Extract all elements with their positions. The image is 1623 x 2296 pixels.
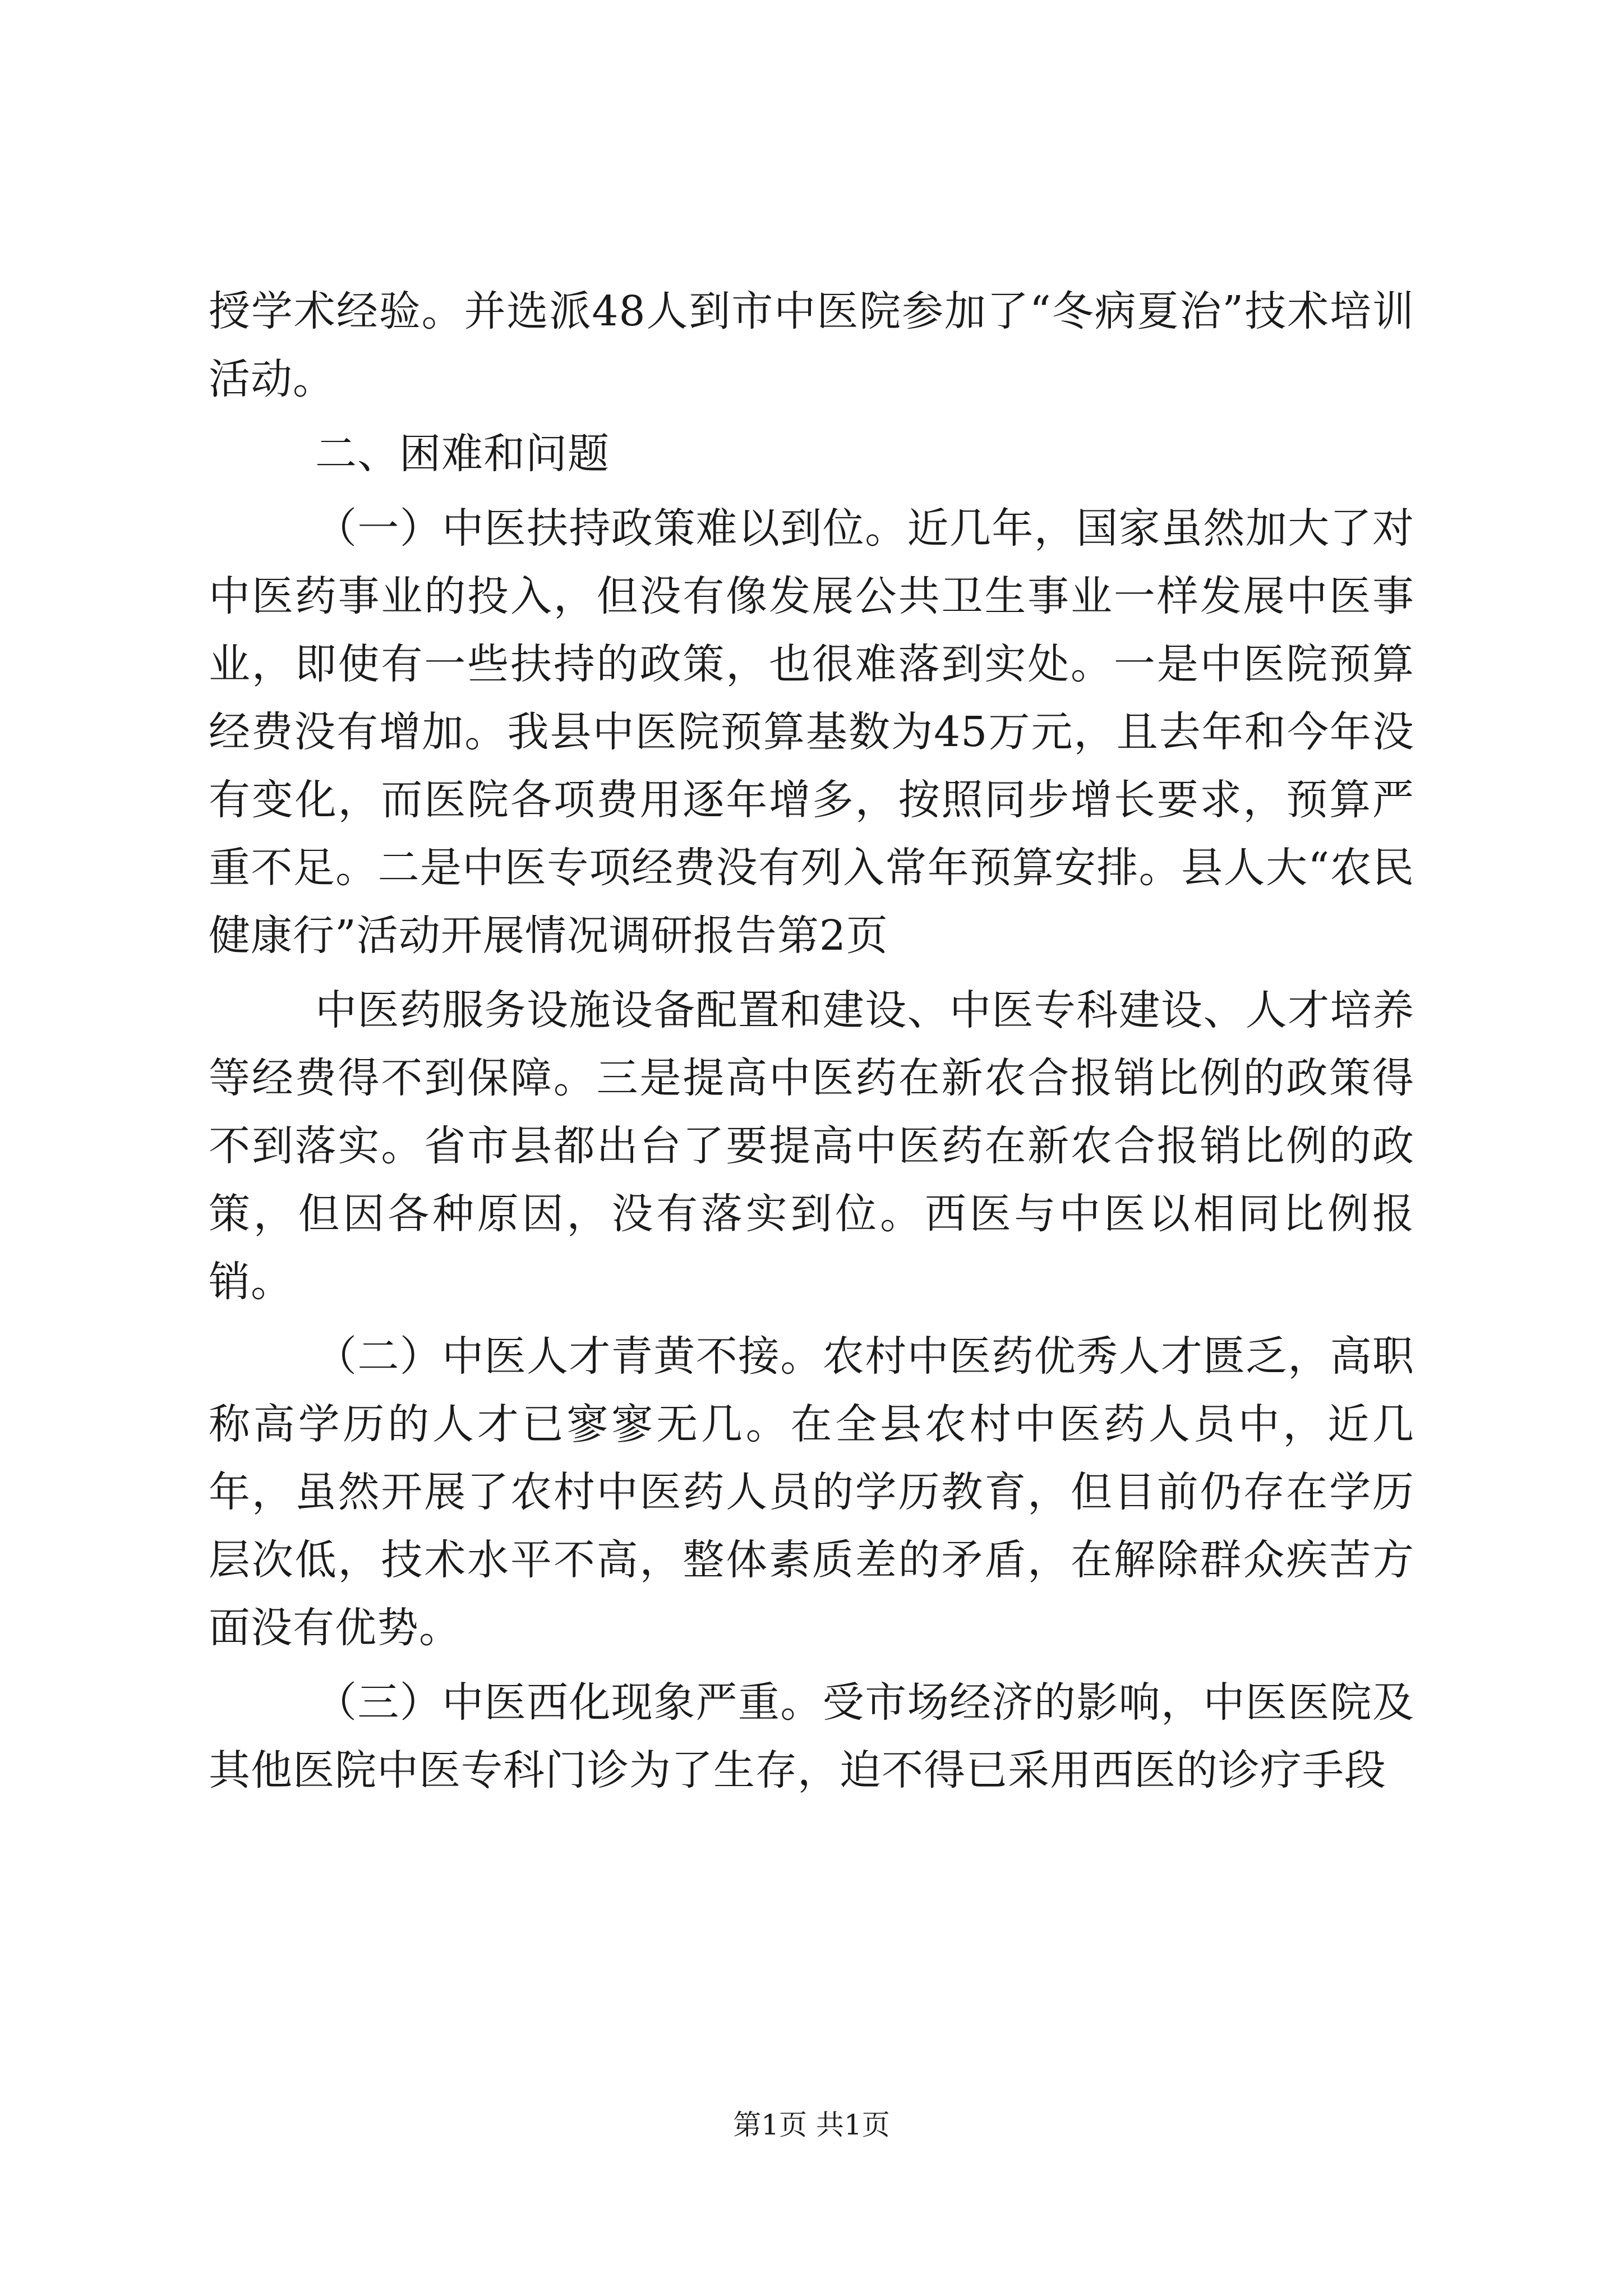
paragraph-funding: 中医药服务设施设备配置和建设、中医专科建设、人才培养等经费得不到保障。三是提高中医药在新农合报销比例的政策得不到落实。省市县都出台了要提高中医药在新农合报销比例的政策，但因各种原因，没有落实到位。西医与中医以相同比例报销。 (209, 986, 1414, 1306)
paragraph-talent: （二）中医人才青黄不接。农村中医药优秀人才匮乏，高职称高学历的人才已寥寥无几。在全县农村中医药人员中，近几年，虽然开展了农村中医药人员的学历教育，但目前仍存在学历层次低，技术水平不高，整体素质差的矛盾，在解除群众疾苦方面没有优势。 (209, 1332, 1414, 1652)
body-text (209, 278, 1414, 1805)
section-heading-difficulties: 二、困难和问题 (315, 430, 610, 478)
paragraph-policy: （一）中医扶持政策难以到位。近几年，国家虽然加大了对中医药事业的投入，但没有像发展公共卫生事业一样发展中医事业，即使有一些扶持的政策，也很难落到实处。一是中医院预算经费没有增加。我县中医院预算基数为45万元，且去年和今年没有变化，而医院各项费用逐年增多，按照同步增长要求，预算严重不足。二是中医专项经费没有列入常年预算安排。县人大“农民健康行”活动开展情况调研报告第2页 (209, 504, 1414, 960)
page-footer (0, 2108, 1623, 2142)
paragraph-continuation: 授学术经验。并选派48人到市中医院参加了“冬病夏治”技术培训活动。 (209, 287, 1414, 403)
page-number-label: 第1页 共1页 (733, 2109, 890, 2141)
paragraph-westernization: （三）中医西化现象严重。受市场经济的影响，中医医院及其他医院中医专科门诊为了生存，迫不得已采用西医的诊疗手段 (209, 1678, 1414, 1795)
